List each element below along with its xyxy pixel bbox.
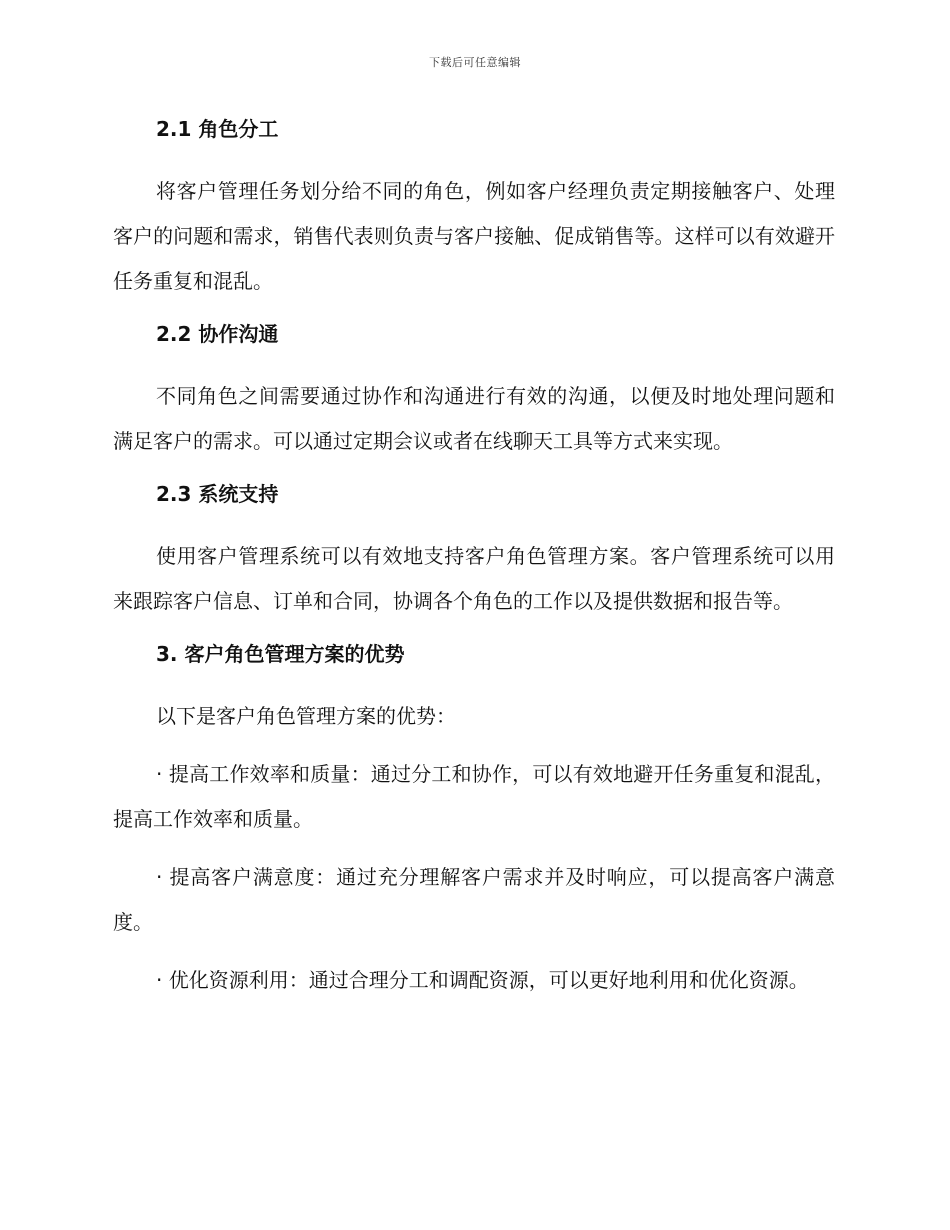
bullet-efficiency: · 提高工作效率和质量：通过分工和协作，可以有效地避开任务重复和混乱，提高工作效率和质量。 <box>113 762 835 831</box>
bullet-resources: · 优化资源利用：通过合理分工和调配资源，可以更好地利用和优化资源。 <box>156 968 809 992</box>
section-paragraph-2-1: 将客户管理任务划分给不同的角色，例如客户经理负责定期接触客户、处理客户的问题和需求，销售代表则负责与客户接触、促成销售等。这样可以有效避开任务重复和混乱。 <box>113 179 835 293</box>
section-heading-2-2: 2.2 协作沟通 <box>156 322 279 346</box>
section-intro-3: 以下是客户角色管理方案的优势： <box>156 704 456 728</box>
bullet-satisfaction: · 提高客户满意度：通过充分理解客户需求并及时响应，可以提高客户满意度。 <box>113 865 835 934</box>
section-paragraph-2-3: 使用客户管理系统可以有效地支持客户角色管理方案。客户管理系统可以用来跟踪客户信息、订单和合同，协调各个角色的工作以及提供数据和报告等。 <box>113 544 835 613</box>
document-body <box>113 112 835 1016</box>
page-header-note: 下载后可任意编辑 <box>429 56 521 69</box>
section-heading-3: 3. 客户角色管理方案的优势 <box>156 642 405 666</box>
section-heading-2-1: 2.1 角色分工 <box>156 117 279 141</box>
section-paragraph-2-2: 不同角色之间需要通过协作和沟通进行有效的沟通，以便及时地处理问题和满足客户的需求。可以通过定期会议或者在线聊天工具等方式来实现。 <box>113 384 835 453</box>
section-heading-2-3: 2.3 系统支持 <box>156 482 279 506</box>
